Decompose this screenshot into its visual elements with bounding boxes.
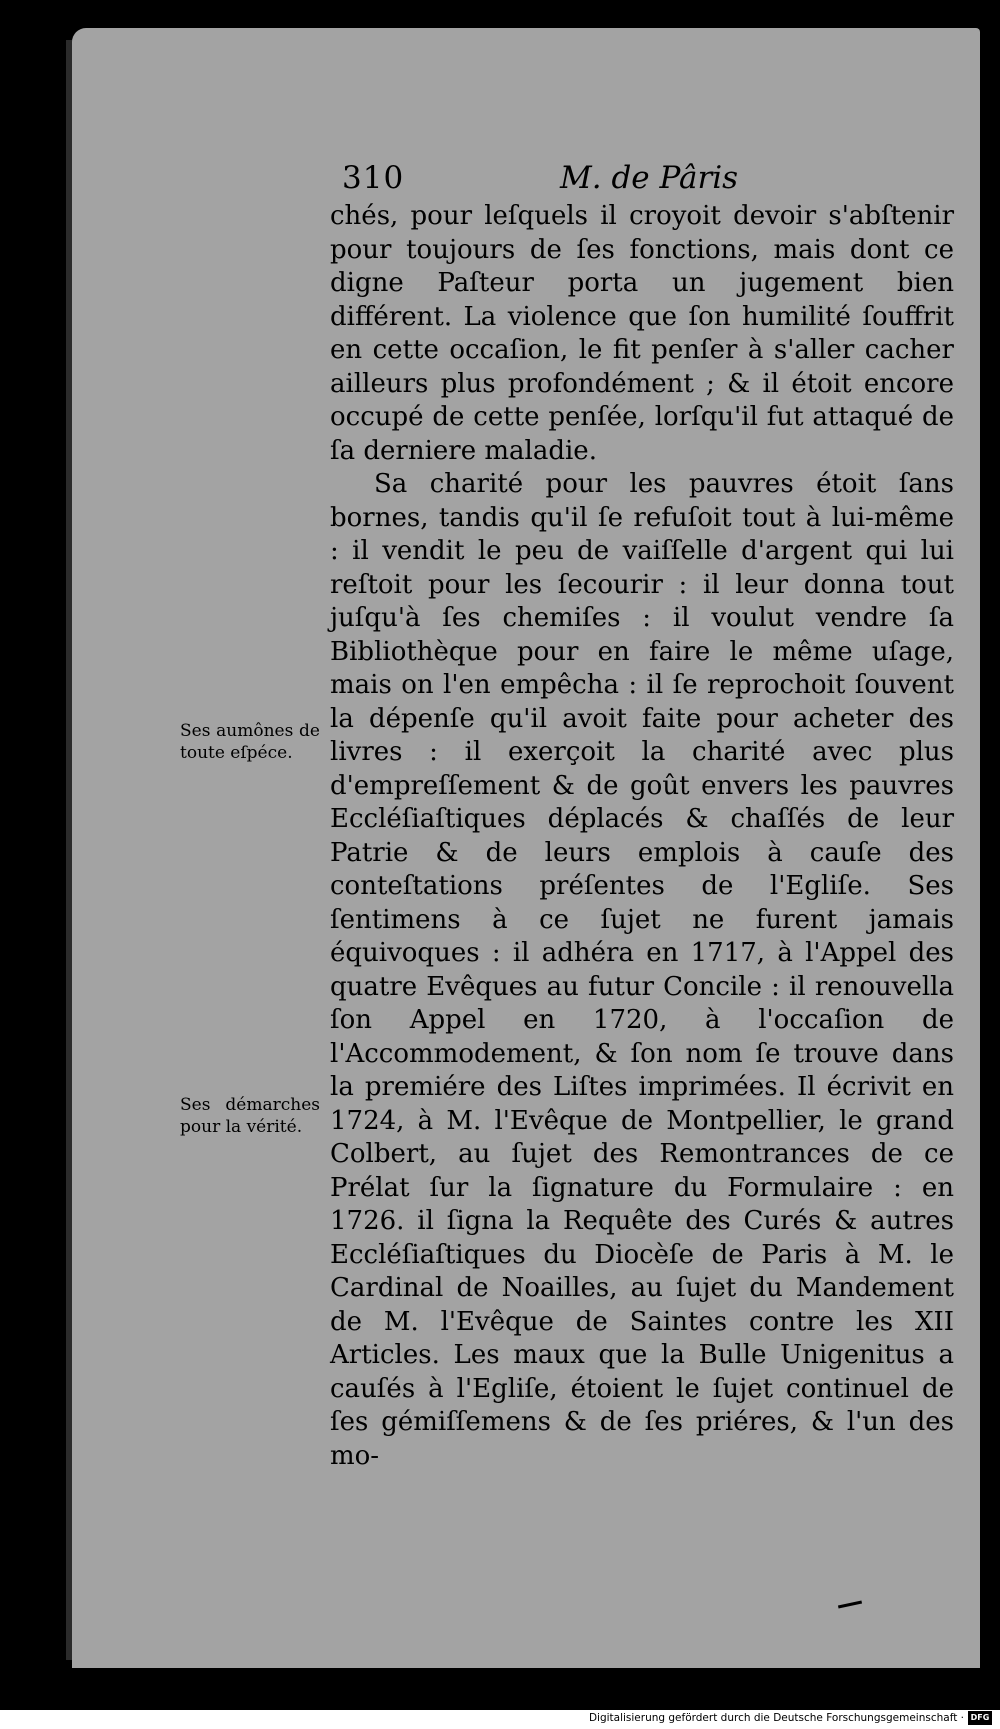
paragraph-2: Sa charité pour les pauvres étoit ſans bornes, tandis qu'il ſe refuſoit tout à lui-même : il vendit le peu de vaiſſelle d'argent qui lui reſtoit pour les ſecourir : il leur donna tout juſqu'à ſes chemiſes : il voulut vendre ſa Bibliothèque pour en faire le même uſage, mais on l'en empêcha : il ſe reprochoit ſouvent la dépenſe qu'il avoit faite pour acheter des livres : il exerçoit la charité avec plus d'empreſſement & de goût envers les pauvres Eccléſiaſtiques déplacés & chaſſés de leur Patrie & de leurs emplois à cauſe des conteſtations préſentes de l'Egliſe. Ses ſentimens à ce ſujet ne furent jamais équivoques : il adhéra en 1717, à l'Appel des quatre Evêques au futur Concile : il renouvella ſon Appel en 1720, à l'occaſion de l'Accommodement, & ſon nom ſe trouve dans la premiére des Liſtes imprimées. Il écrivit en 1724, à M. l'Evêque de Montpellier, le grand Colbert, au ſujet des Remontrances de ce Prélat ſur la ſignature du Formulaire : en 1726. il ſigna la Requête des Curés & autres Eccléſiaſtiques du Diocèſe de Paris à M. le Cardinal de Noailles, au ſujet du Mandement de M. l'Evêque de Saintes contre les XII Articles. Les maux que la Bulle Unigenitus a cauſés à l'Egliſe, étoient le ſujet continuel de ſes gémiſſemens & de ſes priéres, & l'un des mo- [330, 469, 954, 1471]
digitization-credit: Digitalisierung gefördert durch die Deutsche Forschungsgemeinschaft · [588, 1712, 964, 1724]
main-text-block [330, 200, 954, 1473]
dfg-logo-icon: DFG [968, 1711, 992, 1725]
page-header [342, 160, 962, 200]
paragraph-1: chés, pour leſquels il croyoit devoir s'abſtenir pour toujours de ſes fonctions, mais dont ce digne Paſteur porta un jugement bien différent. La violence que ſon humilité ſouffrit en cette occaſion, le fit penſer à s'aller cacher ailleurs plus profondément ; & il étoit encore occupé de cette penſée, lorſqu'il fut attaqué de ſa derniere maladie. [330, 201, 954, 466]
running-title: M. de Pâris [560, 160, 739, 196]
page-number: 310 [342, 160, 405, 196]
margin-note-steps: Ses démarches pour la vérité. [180, 1095, 320, 1137]
margin-note-alms: Ses aumônes de toute eſpéce. [180, 721, 320, 763]
